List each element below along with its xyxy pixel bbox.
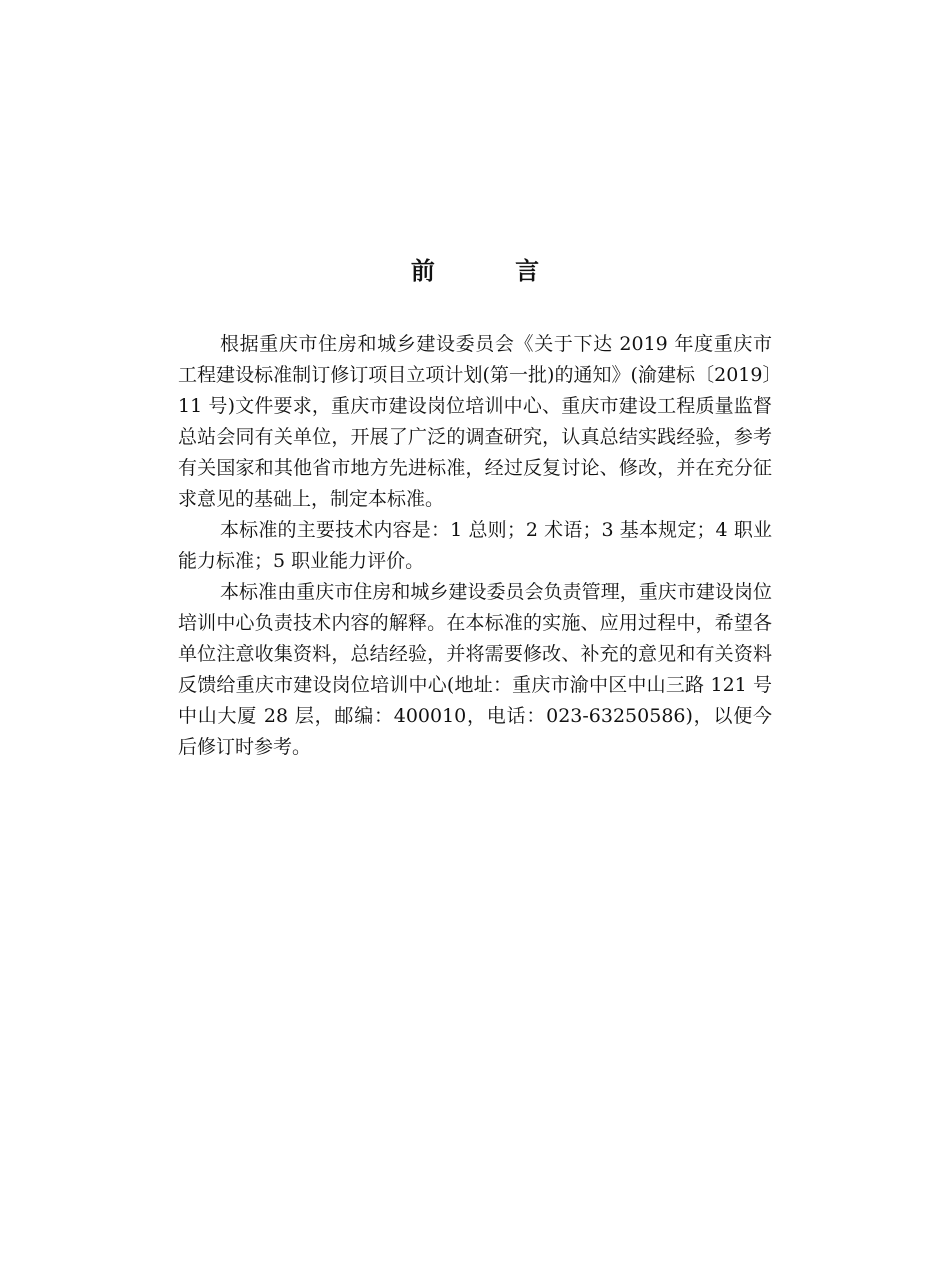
page-title: 前 言 — [410, 257, 576, 285]
paragraph-2: 本标准的主要技术内容是：1 总则；2 术语；3 基本规定；4 职业能力标准；5 职业能力评价。 — [178, 519, 772, 572]
paragraph-1: 根据重庆市住房和城乡建设委员会《关于下达 2019 年度重庆市工程建设标准制订修订项目立项计划(第一批)的通知》(渝建标〔2019〕11 号)文件要求，重庆市建设岗位培训中心、重庆市建设工程质量监督总站会同有关单位，开展了广泛的调查研究，认真总结实践经验，参考有关国家和其他省市地方先进标准，经过反复讨论、修改，并在充分征求意见的基础上，制定本标准。 — [178, 333, 772, 510]
body-text — [178, 329, 772, 763]
paragraph-3: 本标准由重庆市住房和城乡建设委员会负责管理，重庆市建设岗位培训中心负责技术内容的解释。在本标准的实施、应用过程中，希望各单位注意收集资料，总结经验，并将需要修改、补充的意见和有关资料反馈给重庆市建设岗位培训中心(地址：重庆市渝中区中山三路 121 号中山大厦 28 层，邮编：400010，电话：023-63250586)，以便今后修订时参考。 — [178, 581, 772, 758]
